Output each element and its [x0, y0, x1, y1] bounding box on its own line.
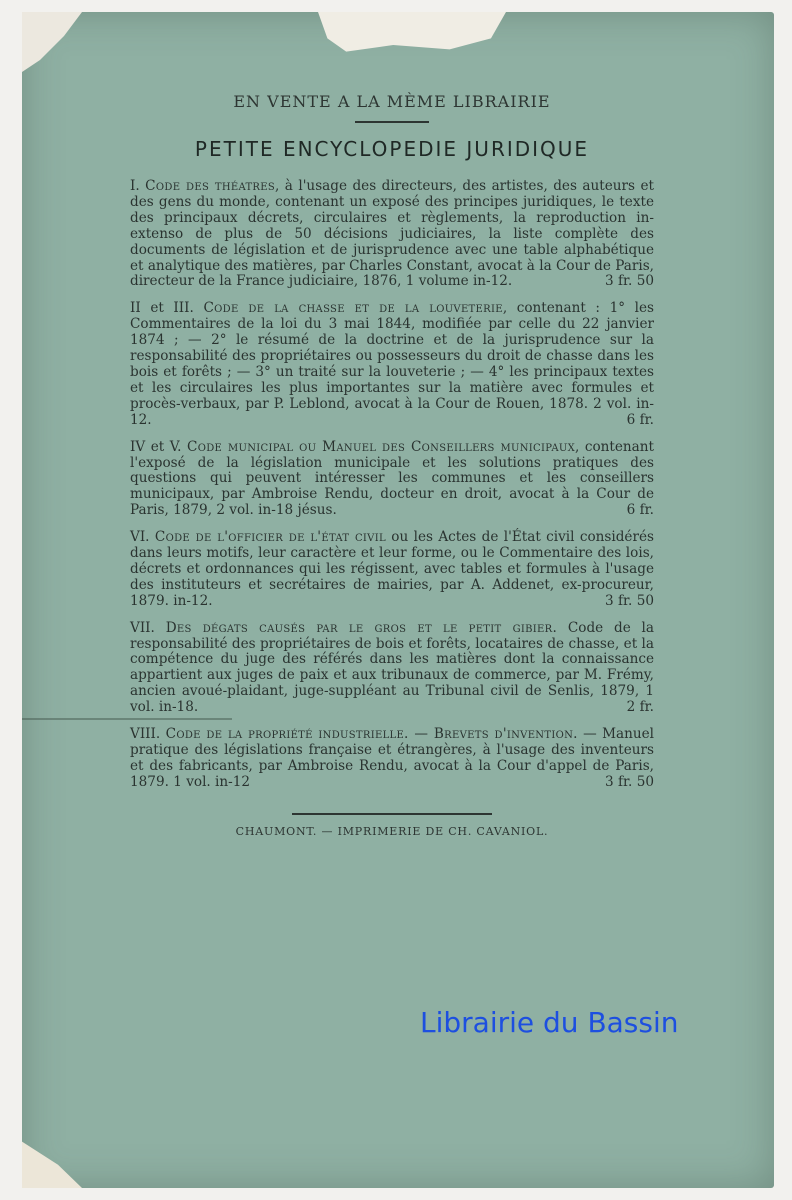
- header-line: EN VENTE A LA MÈME LIBRAIRIE: [233, 92, 551, 111]
- entry-number: I.: [130, 178, 140, 194]
- entry-description: — Manuel pratique des législations française et étrangères, à l'usage des inventeurs et des fabricants, par Ambroise Rendu, avocat à la Cour d'appel de Paris, 1879. 1 vol. in-12: [130, 726, 655, 790]
- entry-title: Code municipal ou Manuel des Conseillers municipaux: [187, 438, 576, 455]
- entry-number: VII.: [130, 619, 155, 636]
- entry-number: II et III.: [130, 300, 194, 317]
- entry-price: 3 fr. 50: [605, 773, 654, 790]
- entry-number: VIII.: [130, 726, 161, 743]
- entry-description: , contenant : 1° les Commentaires de la loi du 3 mai 1844, modifiée par celle du 22 janvier 1874 ; — 2° le résumé de la doctrine et de la jurisprudence sur la responsabilité des propriétaires ou possesseurs du droit de chasse dans les bois et forêts ; — 3° un traité sur la louveterie ; — 4° les principaux textes et les circulaires les plus importantes sur la matière avec formules et procès-verbaux, par P. Leblond, avocat à la Cour de Rouen, 1878. 2 vol. in-12.: [130, 300, 654, 428]
- entry-description: ou les Actes de l'État civil considérés dans leurs motifs, leur caractère et leur forme, ou le Commentaire des lois, décrets et ordonnances qui les régissent, avec tables et formules à l'usage des instituteurs et secrétaires de mairies, par A. Addenet, ex-procureur, 1879. in-12.: [130, 529, 654, 609]
- catalog-content: [130, 92, 654, 838]
- entry-title: Des dégats causés par le gros et le petit gibier.: [165, 619, 558, 636]
- catalog-title: PETITE ENCYCLOPEDIE JURIDIQUE: [194, 137, 590, 161]
- entry-title: Code des théatres: [145, 178, 275, 194]
- entry-price: 6 fr.: [626, 502, 654, 519]
- printer-imprint: CHAUMONT. — IMPRIMERIE DE CH. CAVANIOL.: [235, 824, 549, 838]
- catalog-entry: [130, 727, 654, 791]
- entry-price: 3 fr. 50: [605, 592, 654, 609]
- divider-rule: [355, 121, 429, 123]
- catalog-entry: [130, 621, 654, 716]
- entry-description: Code de la responsabilité des propriétaires de bois et forêts, locataires de chasse, et la compétence du juge des référés dans les matières dont la connaissance appartient aux juges de paix et aux tribunaux de commerce, par M. Frémy, ancien avoué-plaidant, juge-suppléant au Tribunal civil de Senlis, 1879, 1 vol. in-18.: [130, 619, 654, 716]
- catalog-entry: [130, 440, 654, 520]
- entry-title: Code de la propriété industrielle. — Brevets d'invention.: [165, 726, 578, 743]
- catalog-entry: [130, 179, 654, 290]
- catalog-entry: [130, 530, 654, 610]
- entry-price: 6 fr.: [626, 411, 654, 428]
- catalog-entry: [130, 301, 654, 428]
- entry-description: , à l'usage des directeurs, des artistes, des auteurs et des gens du monde, contenant un exposé des principes juridiques, le texte des principaux décrets, circulaires et règlements, la reproduction in-extenso de plus de 50 décisions judiciaires, la liste complète des documents de législation et de jurisprudence avec une table alphabétique et analytique des matières, par Charles Constant, avocat à la Cour de Paris, directeur de la France judiciaire, 1876, 1 volume in-12.: [130, 178, 655, 290]
- entry-description: , contenant l'exposé de la législation municipale et les solutions pratiques des questions qui peuvent intéresser les communes et les conseillers municipaux, par Ambroise Rendu, docteur en droit, avocat à la Cour de Paris, 1879, 2 vol. in-18 jésus.: [130, 438, 655, 519]
- entry-title: Code de l'officier de l'état civil: [154, 529, 386, 546]
- footer-rule: [292, 813, 492, 815]
- entry-number: IV et V.: [130, 438, 182, 455]
- entry-price: 2 fr.: [626, 699, 654, 716]
- bookseller-watermark: Librairie du Bassin: [420, 1006, 679, 1039]
- entry-number: VI.: [130, 529, 150, 546]
- entry-title: Code de la chasse et de la louveterie: [203, 300, 503, 317]
- entry-price: 3 fr. 50: [605, 273, 654, 290]
